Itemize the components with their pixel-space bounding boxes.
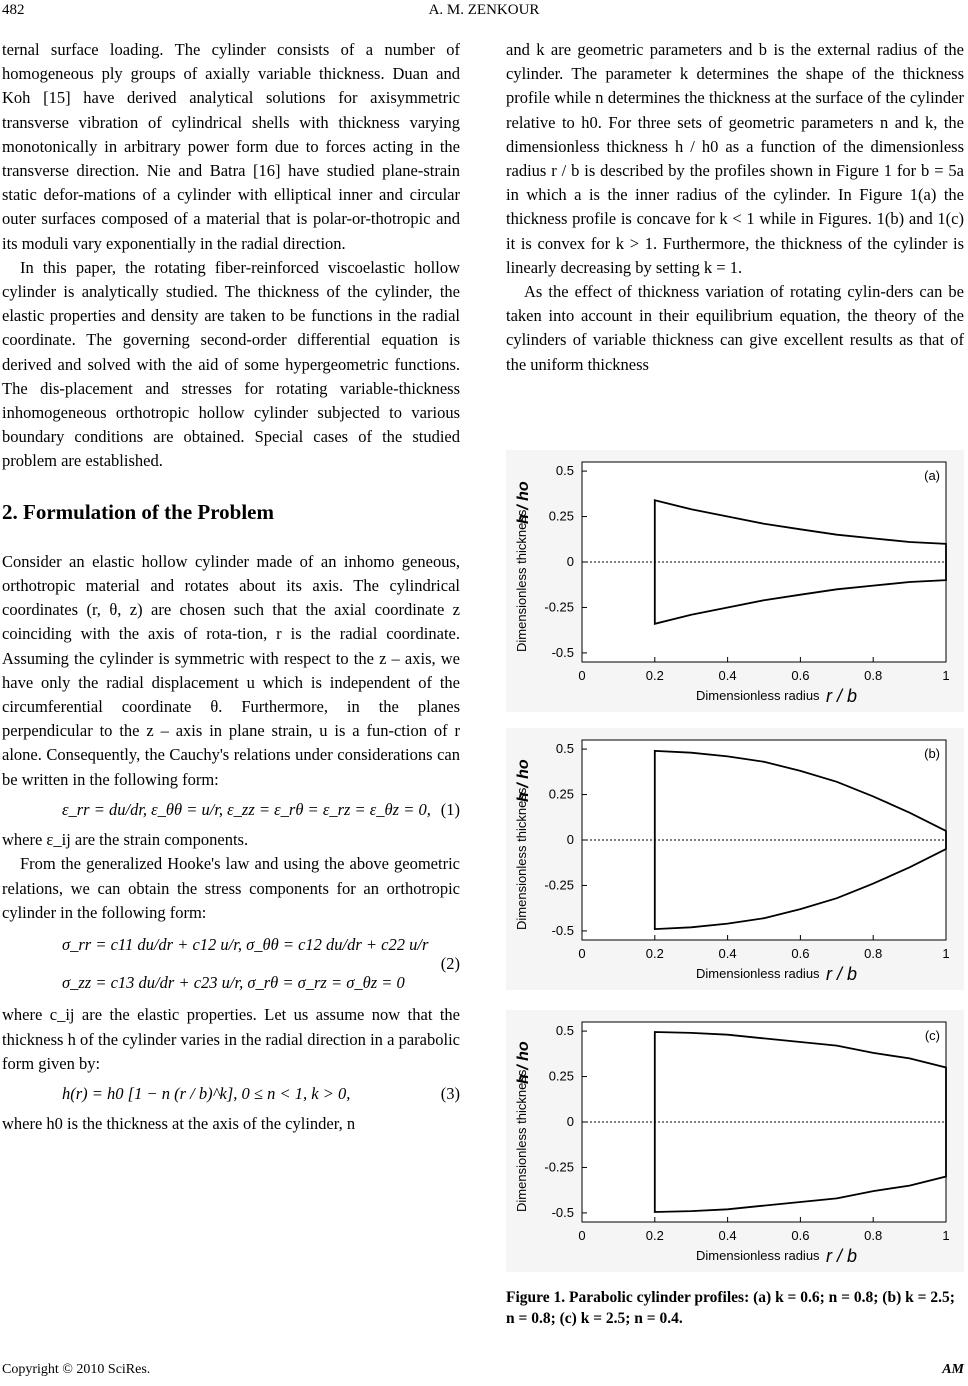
y-tick-label: 0.25 [548, 1068, 574, 1084]
y-axis-label: Dimensionless thickness [514, 509, 529, 652]
x-tick-label: 0.8 [864, 668, 883, 683]
equation-3 [2, 1082, 460, 1106]
chart-b [506, 728, 964, 990]
equation-body: h(r) = h0 [1 − n (r / b)^k], 0 ≤ n < 1, k > 0, [62, 1083, 351, 1103]
y-tick-label: -0.5 [551, 1204, 574, 1220]
equation-2 [2, 933, 460, 995]
x-tick-label: 0 [578, 1228, 586, 1243]
x-tick-label: 0.4 [718, 668, 737, 683]
x-tick-label: 0.2 [645, 946, 664, 961]
x-tick-label: 0.6 [791, 1228, 810, 1243]
x-tick-label: 0.6 [791, 946, 810, 961]
y-tick-label: -0.5 [551, 922, 574, 938]
x-tick-label: 1 [942, 668, 950, 683]
paragraph: From the generalized Hooke's law and using the above geometric relations, we can obtain the stress components for an orthotropic cylinder in the following form: [2, 854, 460, 922]
x-axis-label-math: r / b [826, 964, 858, 984]
figure-panel-b [506, 728, 964, 990]
panel-label: (a) [924, 468, 940, 483]
y-tick-label: 0.25 [548, 508, 574, 524]
right-column [506, 38, 964, 377]
y-tick-label: 0.25 [548, 786, 574, 802]
y-axis-label: Dimensionless thickness [514, 1069, 529, 1212]
equation-number: (2) [440, 954, 460, 973]
y-tick-label: 0 [566, 1114, 574, 1129]
equation-line: σ_rr = c11 du/dr + c12 u/r, σ_θθ = c12 du/dr + c22 u/r [62, 934, 429, 954]
section-title: 2. Formulation of the Problem [2, 499, 274, 524]
x-tick-label: 0.2 [645, 668, 664, 683]
y-tick-label: 0.5 [555, 463, 574, 479]
paragraph: where ε_ij are the strain components. [2, 830, 249, 850]
footer-copyright: Copyright © 2010 SciRes. [2, 1362, 151, 1377]
paragraph: where h0 is the thickness at the axis of the cylinder, n [2, 1114, 356, 1134]
y-tick-label: 0.5 [555, 741, 574, 757]
x-tick-label: 0.6 [791, 668, 810, 683]
paragraph: and k are geometric parameters and b is the external radius of the cylinder. The parameter k determines the shape of the thickness profile while n determines the thickness at the surface of the cylinder relative to h0. For three sets of geometric parameters n and k, the dimensionless thickness h / h0 as a function of the dimensionless radius r / b is described by the profiles shown in Figure 1 for b = 5a in which a is the inner radius of the cylinder. In Figure 1(a) the thickness profile is concave for k < 1 while in Figures. 1(b) and 1(c) it is convex for k > 1. Furthermore, the thickness of the cylinder is linearly decreasing by setting k = 1. [506, 40, 964, 277]
equation-line: σ_zz = c13 du/dr + c23 u/r, σ_rθ = σ_rz = σ_θz = 0 [62, 973, 405, 993]
equation-body: ε_rr = du/dr, ε_θθ = u/r, ε_zz = ε_rθ = ε_rz = ε_θz = 0, [62, 799, 431, 819]
x-tick-label: 0 [578, 946, 586, 961]
left-column [2, 38, 460, 1136]
x-tick-label: 0.2 [645, 1228, 664, 1243]
y-tick-label: -0.25 [544, 599, 574, 615]
y-axis-label: Dimensionless thickness [514, 787, 529, 930]
x-tick-label: 0.8 [864, 1228, 883, 1243]
figure-panel-c [506, 1010, 964, 1272]
panel-label: (b) [924, 746, 940, 761]
y-tick-label: 0.5 [555, 1023, 574, 1039]
x-tick-label: 0.4 [718, 1228, 737, 1243]
page-number: 482 [2, 2, 25, 18]
y-axis-label-math: h / ho [515, 1041, 532, 1084]
y-axis-label-math: h / ho [515, 481, 532, 524]
y-tick-label: -0.5 [551, 644, 574, 660]
y-tick-label: 0 [566, 554, 574, 569]
y-axis-label-math: h / ho [515, 759, 532, 802]
x-tick-label: 0.8 [864, 946, 883, 961]
x-axis-label: Dimensionless radius [696, 688, 820, 703]
figure-panel-a [506, 450, 964, 712]
x-axis-label: Dimensionless radius [696, 966, 820, 981]
running-header-author: A. M. ZENKOUR [428, 2, 540, 18]
paragraph: ternal surface loading. The cylinder consists of a number of homogeneous ply groups of axially variable thickness. Duan and Koh [15] have derived analytical solutions for axisymmetric transverse vibration of cylindrical shells with thickness varying monotonically in arbitrary power form due to forces acting in the transverse direction. Nie and Batra [16] have studied plane-strain static defor-mations of a cylinder with elliptical inner and circular outer surfaces composed of a material that is polar-or-thotropic and its moduli vary exponentially in the radial direction. [2, 40, 460, 253]
x-tick-label: 0 [578, 668, 586, 683]
equation-number: (1) [440, 799, 460, 819]
y-tick-label: -0.25 [544, 877, 574, 893]
x-tick-label: 0.4 [718, 946, 737, 961]
x-tick-label: 1 [942, 1228, 950, 1243]
equation-1 [2, 798, 460, 822]
y-tick-label: 0 [566, 832, 574, 847]
y-tick-label: -0.25 [544, 1159, 574, 1175]
equation-number: (3) [440, 1083, 460, 1103]
paragraph: In this paper, the rotating fiber-reinforced viscoelastic hollow cylinder is analytically studied. The thickness of the cylinder, the elastic properties and density are taken to be functions in the radial coordinate. The governing second-order differential equation is derived and solved with the aid of some hypergeometric functions. The dis-placement and stresses for rotating variable-thickness inhomogeneous orthotropic hollow cylinder subjected to various boundary conditions are obtained. Special cases of the studied problem are established. [2, 257, 460, 471]
paragraph: where c_ij are the elastic properties. Let us assume now that the thickness h of the cylinder varies in the radial direction in a parabolic form given by: [2, 1005, 460, 1073]
footer-journal: AM [942, 1362, 964, 1377]
x-axis-label-math: r / b [826, 686, 858, 706]
paragraph: As the effect of thickness variation of rotating cylin-ders can be taken into account in their equilibrium equation, the theory of the cylinders of variable thickness can give excellent results as that of the uniform thickness [506, 282, 964, 374]
chart-a [506, 450, 964, 712]
equation-body [62, 933, 428, 995]
paragraph: Consider an elastic hollow cylinder made of an inhomo geneous, orthotropic material and rotates about its axis. The cylindrical coordinates (r, θ, z) are chosen such that the axial coordinate z coinciding with the axis of rota-tion, r is the radial coordinate. Assuming the cylinder is symmetric with respect to the z – axis, we have only the radial displacement u which is independent of the circumferential coordinate θ. Furthermore, in the planes perpendicular to the z – axis in plane strain, u is a fun-ction of r alone. Consequently, the Cauchy's relations under considerations can be written in the following form: [2, 551, 460, 789]
figure-caption: Figure 1. Parabolic cylinder profiles: (a) k = 0.6; n = 0.8; (b) k = 2.5; n = 0.8; (c) k = 2.5; n = 0.4. [506, 1289, 955, 1327]
x-axis-label: Dimensionless radius [696, 1248, 820, 1263]
x-axis-label-math: r / b [826, 1246, 858, 1266]
panel-label: (c) [924, 1028, 940, 1043]
chart-c [506, 1010, 964, 1272]
x-tick-label: 1 [942, 946, 950, 961]
